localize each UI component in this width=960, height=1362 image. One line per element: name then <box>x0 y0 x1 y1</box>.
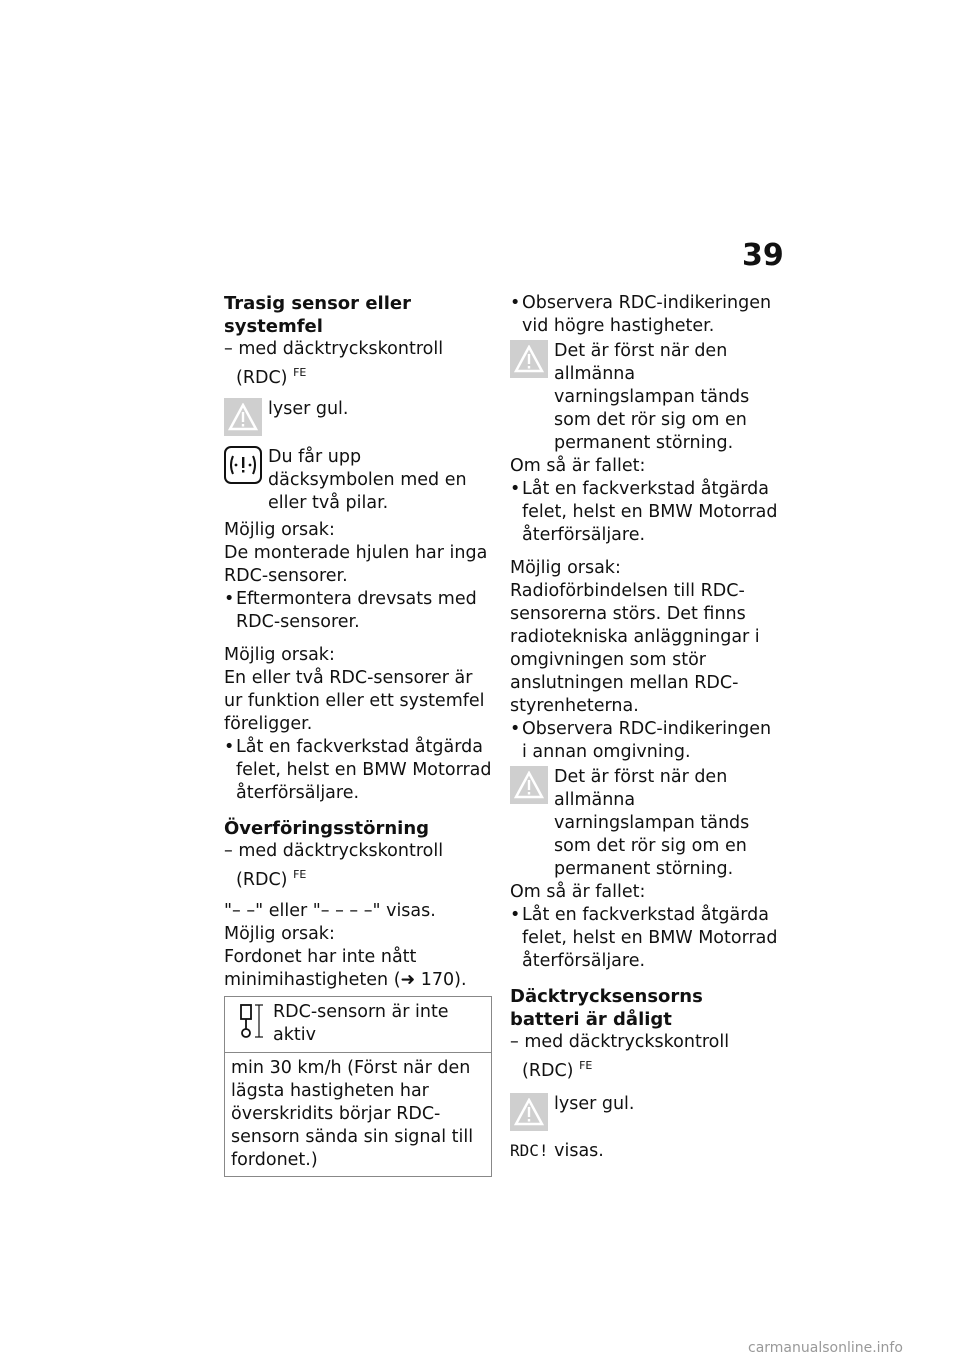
warning-row <box>510 1093 778 1131</box>
condition-line: – med däcktryckskontroll <box>510 1032 730 1052</box>
case-label: Om så är fallet: <box>510 882 646 902</box>
condition-line-2: (RDC) $^{FE}$ <box>236 366 307 388</box>
condition-line-2: (RDC) $^{FE}$ <box>236 867 307 890</box>
speed-table <box>224 996 492 1177</box>
warning-triangle-icon <box>224 398 262 436</box>
cause-text: Fordonet har inte nått minimihastigheten (➜ 170). <box>224 946 467 990</box>
right-column <box>510 292 778 1163</box>
condition-line: – med däcktryckskontroll <box>224 339 444 359</box>
action-item: • Observera RDC-indikeringen vid högre hastigheter. <box>510 292 778 338</box>
display-text: "– –" eller "– – – –" visas. <box>224 900 436 921</box>
warning-triangle-icon <box>510 340 548 378</box>
section-heading-sensor: Trasig sensor eller systemfel <box>224 293 411 337</box>
left-column <box>224 292 492 1177</box>
action-item: • Låt en fackverkstad åtgärda felet, helst en BMW Motorrad återförsäljare. <box>224 736 492 805</box>
rdc-sensor-icon <box>231 1001 267 1048</box>
table-row <box>225 1052 491 1176</box>
case-label: Om så är fallet: <box>510 456 646 476</box>
cause-label: Möjlig orsak: <box>510 558 621 578</box>
tire-text: Du får upp däcksymbolen med en eller två pilar. <box>268 446 467 513</box>
tire-pressure-icon <box>224 446 262 491</box>
action-item: • Låt en fackverkstad åtgärda felet, helst en BMW Motorrad återförsäljare. <box>510 478 778 547</box>
warning-text: lyser gul. <box>268 398 349 419</box>
warning-row <box>510 766 778 881</box>
page-number: 39 <box>742 238 784 273</box>
footer-watermark: carmanualsonline.info <box>748 1340 903 1356</box>
cause-text: Radioförbindelsen till RDC-sensorerna störs. Det finns radiotekniska anläggningar i omgivningen som stör anslutningen mellan RDC-styrenheterna. <box>510 581 760 716</box>
action-item: • Observera RDC-indikeringen i annan omgivning. <box>510 718 778 764</box>
warning-row <box>510 340 778 455</box>
action-item: • Låt en fackverkstad åtgärda felet, helst en BMW Motorrad återförsäljare. <box>510 904 778 973</box>
condition-line: – med däcktryckskontroll <box>224 840 444 861</box>
tire-row <box>224 446 492 515</box>
cause-label: Möjlig orsak: <box>224 519 335 540</box>
condition-line-2: (RDC) $^{FE}$ <box>522 1059 593 1081</box>
reference-arrow-icon: ➜ <box>400 969 416 990</box>
warning-triangle-icon <box>510 1093 548 1131</box>
cause-text: De monterade hjulen har inga RDC-sensorer. <box>224 542 488 586</box>
section-heading-transfer: Överföringsstörning <box>224 817 430 839</box>
action-item: • Eftermontera drevsats med RDC-sensorer. <box>224 588 492 634</box>
table-cell: min 30 km/h (Först när den lägsta hastigheten har överskridits börjar RDC-sensorn sända sin signal till fordonet.) <box>231 1057 474 1170</box>
warning-text: Det är först när den allmänna varningslampan tänds som det rör sig om en permanent störning. <box>554 767 750 879</box>
table-row <box>225 997 491 1052</box>
rdc-display-line: RDC! visas. <box>510 1140 604 1161</box>
table-cell: RDC-sensorn är inte aktiv <box>273 1001 449 1045</box>
cause-label: Möjlig orsak: <box>224 923 335 944</box>
warning-triangle-icon <box>510 766 548 804</box>
warning-row <box>224 398 492 436</box>
section-heading-battery: Däcktrycksensorns batteri är dåligt <box>510 986 703 1030</box>
cause-text: En eller två RDC-sensorer är ur funktion eller ett systemfel föreligger. <box>224 667 485 734</box>
warning-text: lyser gul. <box>554 1093 635 1114</box>
rdc-code: RDC! <box>510 1140 549 1160</box>
cause-label: Möjlig orsak: <box>224 644 335 665</box>
warning-text: Det är först när den allmänna varningslampan tänds som det rör sig om en permanent störning. <box>554 341 750 453</box>
